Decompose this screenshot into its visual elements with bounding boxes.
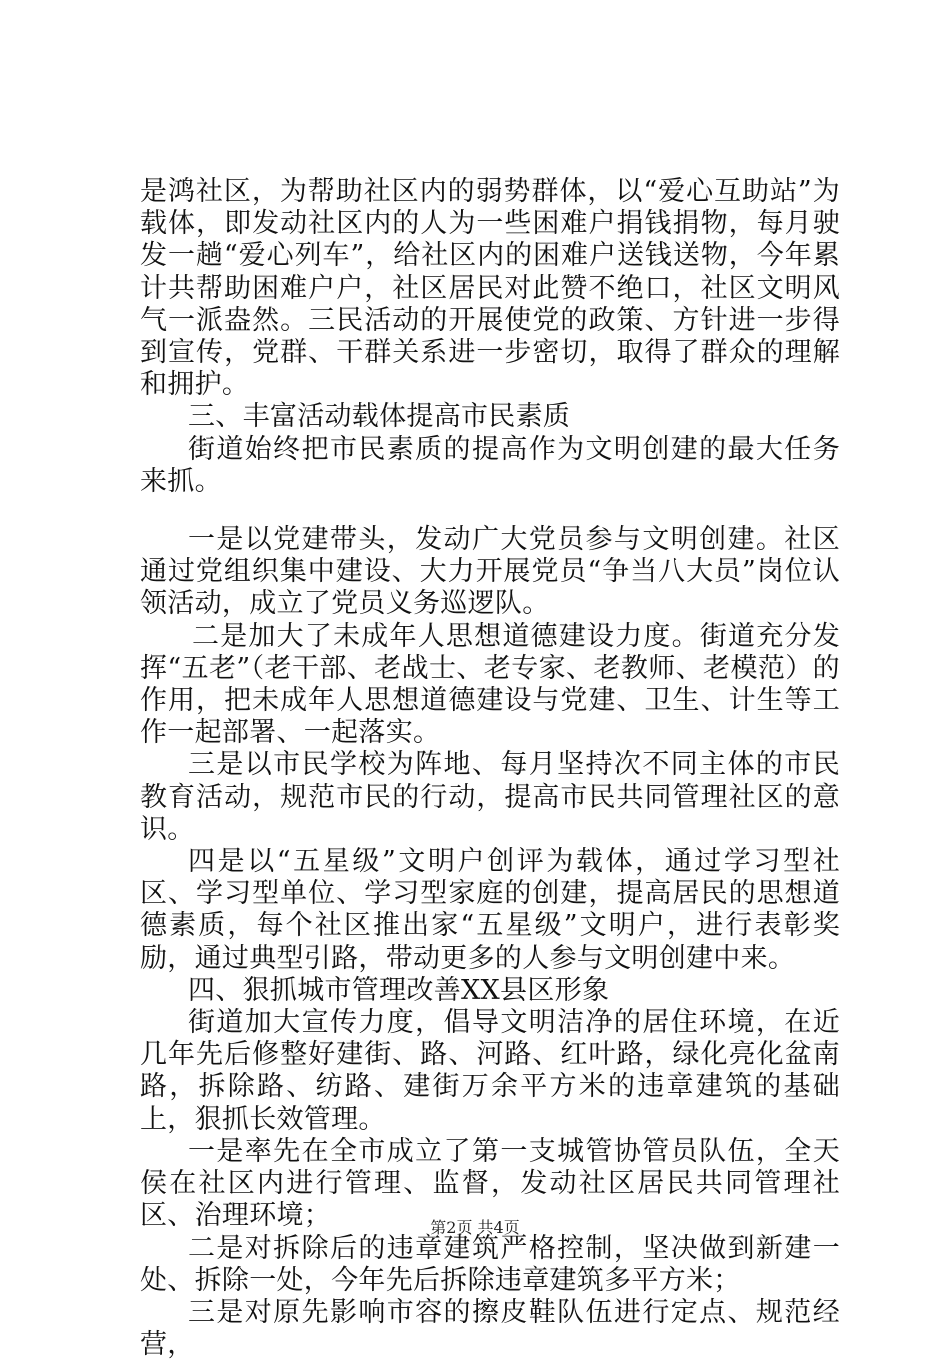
document-body <box>140 176 840 1361</box>
paragraph-6: 四是以“五星级”文明户创评为载体，通过学习型社区、学习型单位、学习型家庭的创建，提高居民的思想道德素质，每个社区推出家“五星级”文明户，进行表彰奖励，通过典型引路，带动更多的人参与文明创建中来。 <box>140 846 840 974</box>
paragraph-3: 一是以党建带头，发动广大党员参与文明创建。社区通过党组织集中建设、大力开展党员“争当八大员”岗位认领活动，成立了党员义务巡逻队。 <box>140 524 840 620</box>
section-heading-3: 三、丰富活动载体提高市民素质 <box>188 401 571 433</box>
paragraph-8: 一是率先在全市成立了第一支城管协管员队伍，全天侯在社区内进行管理、监督，发动社区居民共同管理社区、治理环境； <box>140 1135 840 1232</box>
paragraph-10: 三是对原先影响市容的擦皮鞋队伍进行定点、规范经营， <box>140 1296 840 1361</box>
paragraph-4: 二是加大了未成年人思想道德建设力度。街道充分发挥“五老”（老干部、老战士、老专家、老教师、老模范）的作用，把未成年人思想道德建设与党建、卫生、计生等工作一起部署、一起落实。 <box>140 620 840 749</box>
section-heading-4: 四、狠抓城市管理改善XX县区形象 <box>188 974 610 1006</box>
paragraph-7: 街道加大宣传力度，倡导文明洁净的居住环境，在近几年先后修整好建街、路、河路、红叶路，绿化亮化盆南路，拆除路、纺路、建街万余平方米的违章建筑的基础上，狠抓长效管理。 <box>140 1007 840 1135</box>
paragraph-9: 二是对拆除后的违章建筑严格控制，坚决做到新建一处、拆除一处，今年先后拆除违章建筑多平方米； <box>140 1232 840 1296</box>
page-footer <box>0 1215 950 1238</box>
paragraph-2: 街道始终把市民素质的提高作为文明创建的最大任务来抓。 <box>140 433 840 497</box>
page-number-label: 第2页 共4页 <box>430 1218 520 1237</box>
paragraph-1: 是鸿社区，为帮助社区内的弱势群体，以“爱心互助站”为载体，即发动社区内的人为一些困难户捐钱捐物，每月驶发一趟“爱心列车”，给社区内的困难户送钱送物，今年累计共帮助困难户户，社区居民对此赞不绝口，社区文明风气一派盎然。三民活动的开展使党的政策、方针进一步得到宣传，党群、干群关系进一步密切，取得了群众的理解和拥护。 <box>140 176 840 401</box>
paragraph-5: 三是以市民学校为阵地、每月坚持次不同主体的市民教育活动，规范市民的行动，提高市民共同管理社区的意识。 <box>140 749 840 845</box>
